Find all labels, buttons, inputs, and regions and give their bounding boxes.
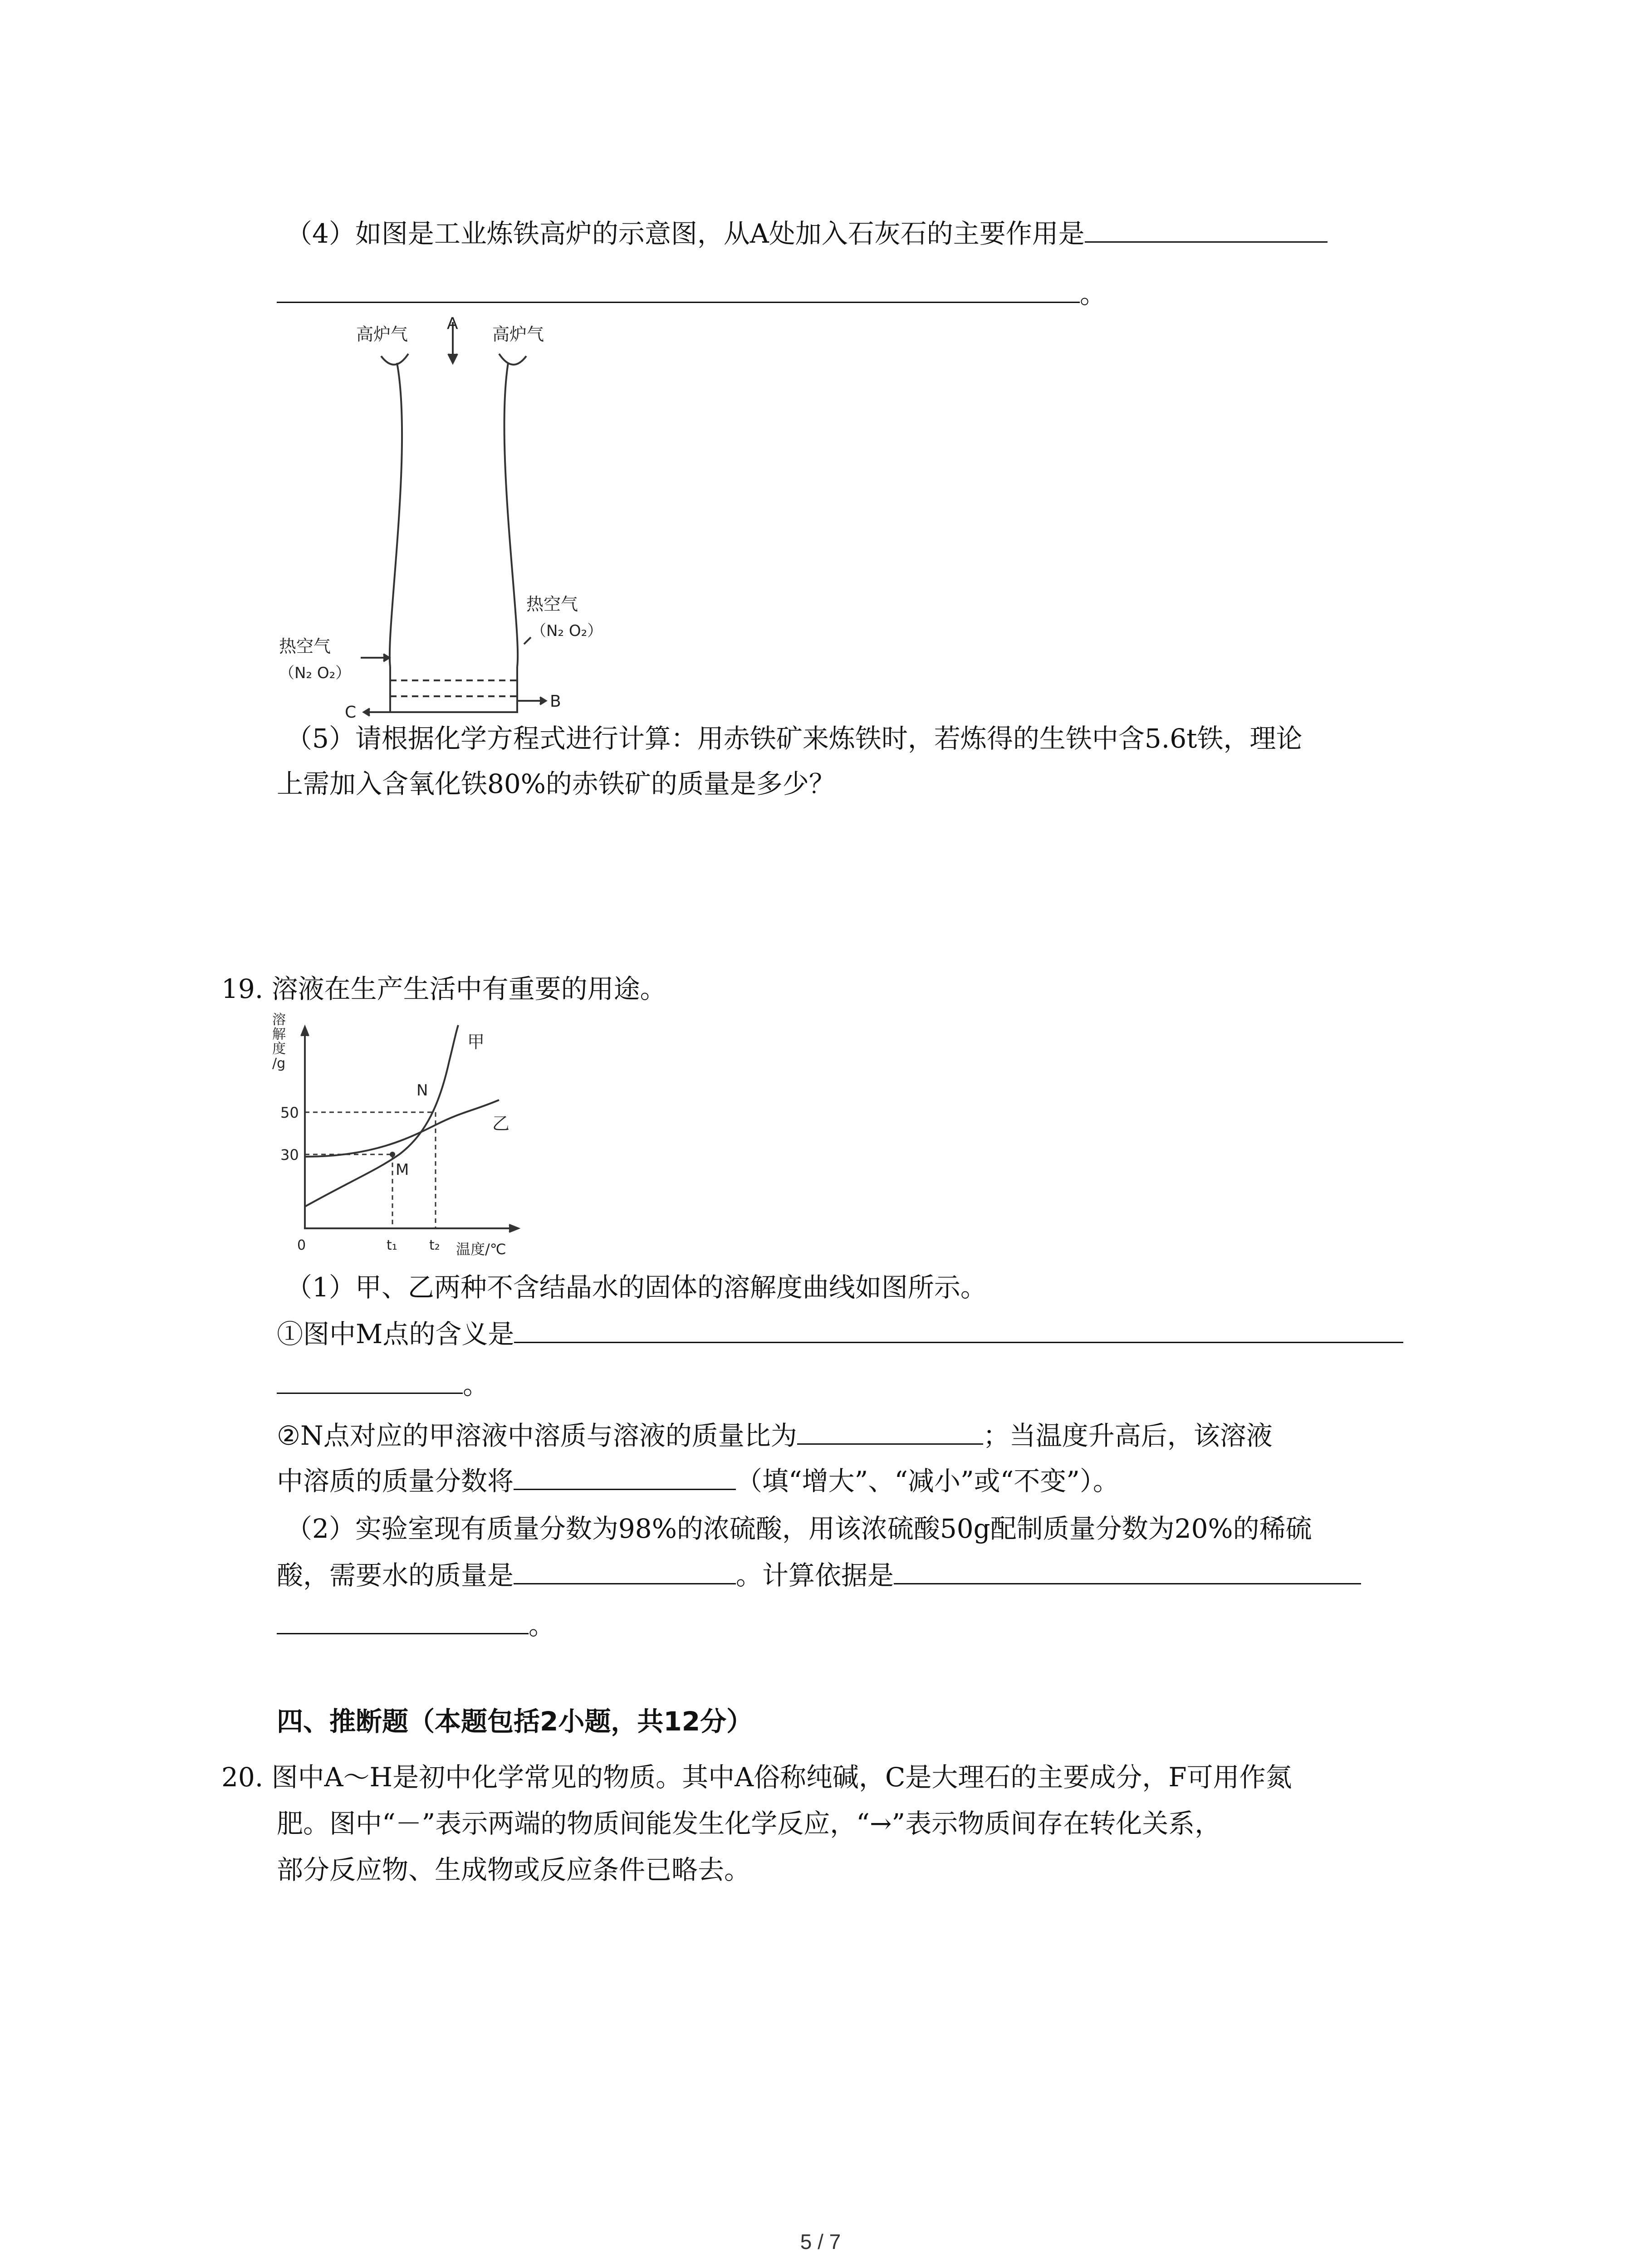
solubility-graph [272, 1007, 544, 1261]
answer-blank-q18-p4b[interactable] [277, 274, 1080, 303]
answer-blank-q18-p4a[interactable] [1085, 214, 1327, 243]
tick-t2: t₂ [429, 1237, 440, 1253]
label-n: N [416, 1081, 428, 1100]
answer-blank-q19-m-meaning-2[interactable] [277, 1365, 463, 1394]
curve-yi [305, 1100, 499, 1157]
label-b: B [550, 692, 561, 711]
answer-blank-q19-basis[interactable] [894, 1556, 1361, 1584]
answer-blank-q19-basis-2[interactable] [277, 1606, 529, 1634]
q19-p1a: ①图中M点的含义是 [277, 1315, 1403, 1352]
hearth-outline [390, 667, 517, 712]
blast-furnace-diagram [272, 313, 635, 721]
label-a: A [447, 314, 458, 333]
q18-p4-line2: 。 [277, 274, 1106, 312]
furnace-right-wall [505, 363, 518, 667]
q18-p4-text: （4）如图是工业炼铁高炉的示意图，从A处加入石灰石的主要作用是 [286, 214, 1327, 252]
label-gas-left: 高炉气 [356, 324, 408, 344]
q20-line3: 部分反应物、生成物或反应条件已略去。 [277, 1854, 751, 1885]
label-comp-right: （N₂ O₂） [531, 622, 603, 640]
q19-p1b-line2: 中溶质的质量分数将 （填“增大”、“减小”或“不变”）。 [277, 1461, 1119, 1499]
q19-p2-line1: （2）实验室现有质量分数为98%的浓硫酸，用该浓硫酸50g配制质量分数为20%的稀硫 [286, 1513, 1312, 1544]
gas-outlet-left [381, 354, 408, 365]
section-heading-inference: 四、推断题（本题包括2小题，共12分） [277, 1706, 753, 1737]
label-hot-air-right: 热空气 [526, 594, 578, 614]
ylabel-2: 解 [272, 1026, 286, 1042]
gas-outlet-right [499, 354, 526, 365]
label-c: C [345, 703, 357, 721]
q19-p1a-line2: 。 [277, 1365, 489, 1403]
arrow-hot-air-right [524, 637, 531, 644]
q19-p1: （1）甲、乙两种不含结晶水的固体的溶解度曲线如图所示。 [286, 1272, 987, 1303]
q19-p2-line3: 。 [277, 1606, 555, 1643]
label-hot-air-left: 热空气 [279, 636, 331, 656]
q19-title: 19. 溶液在生产生活中有重要的用途。 [221, 973, 666, 1004]
ylabel-3: 度 [272, 1041, 286, 1057]
xlabel: 温度/℃ [456, 1241, 506, 1258]
tick-t1: t₁ [387, 1237, 397, 1253]
furnace-left-wall [390, 363, 402, 667]
axes [305, 1030, 515, 1228]
q18-p5-line1: （5）请根据化学方程式进行计算：用赤铁矿来炼铁时，若炼得的生铁中含5.6t铁，理论 [286, 723, 1303, 754]
q20-line1: 20. 图中A～H是初中化学常见的物质。其中A俗称纯碱，C是大理石的主要成分，F可用作氮 [221, 1762, 1292, 1793]
ylabel-4: /g [272, 1056, 286, 1071]
answer-blank-q19-m-meaning[interactable] [514, 1315, 1403, 1343]
answer-blank-q19-mass-fraction[interactable] [514, 1461, 736, 1490]
tick-origin: 0 [297, 1237, 306, 1253]
answer-blank-q19-water-mass[interactable] [514, 1556, 736, 1584]
label-comp-left: （N₂ O₂） [279, 664, 351, 682]
tick-30: 30 [280, 1146, 299, 1163]
label-yi: 乙 [492, 1114, 510, 1134]
answer-blank-q19-mass-ratio[interactable] [797, 1416, 983, 1445]
q19-p2-line2: 酸，需要水的质量是 。计算依据是 [277, 1556, 1361, 1593]
label-jia: 甲 [467, 1032, 485, 1052]
page-number: 5 / 7 [800, 2230, 841, 2253]
tick-50: 50 [280, 1104, 299, 1121]
label-m: M [396, 1161, 409, 1179]
q18-p5-line2: 上需加入含氧化铁80%的赤铁矿的质量是多少？ [277, 768, 835, 799]
q19-p1b: ②N点对应的甲溶液中溶质与溶液的质量比为 ；当温度升高后，该溶液 [277, 1416, 1273, 1454]
label-gas-right: 高炉气 [492, 324, 544, 344]
ylabel-1: 溶 [272, 1012, 286, 1028]
q20-line2: 肥。图中“－”表示两端的物质间能发生化学反应，“→”表示物质间存在转化关系， [277, 1808, 1221, 1839]
